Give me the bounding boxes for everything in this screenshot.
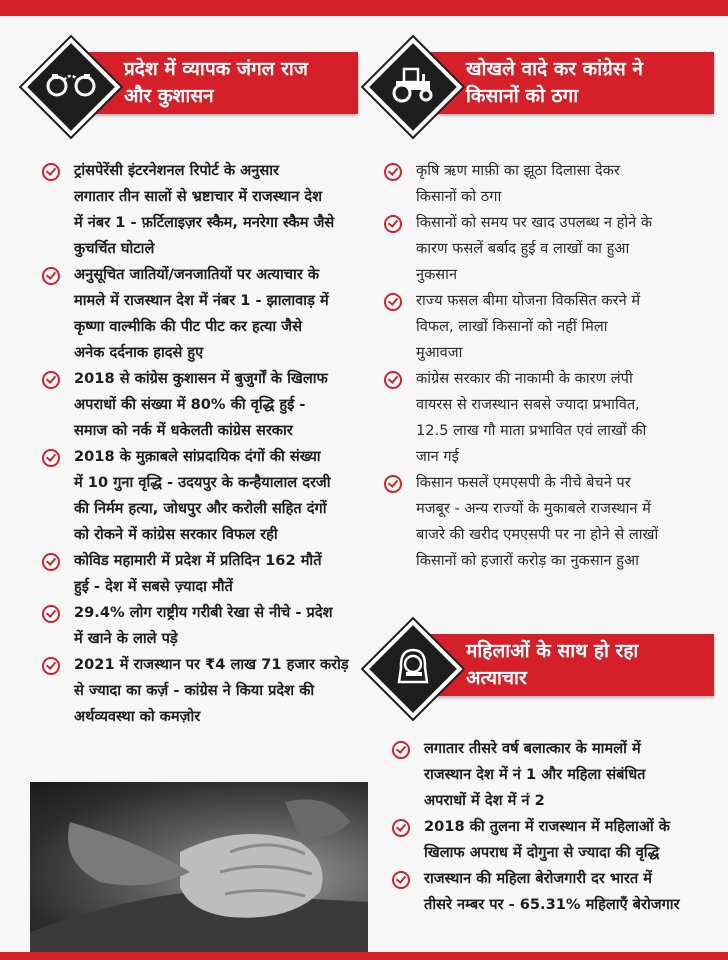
check-bullet-icon xyxy=(384,163,402,181)
section-title-line1: प्रदेश में व्यापक जंगल राज xyxy=(124,58,308,80)
section-header-women xyxy=(370,630,714,700)
check-bullet-icon xyxy=(42,163,60,181)
list-item: कांग्रेस सरकार की नाकामी के कारण लंपी वायरस से राजस्थान सबसे ज्यादा प्रभावित, 12.5 लाख गौ माता प्रभावित एवं लाखों की जान गई xyxy=(382,366,718,470)
women-bullet-list xyxy=(390,736,720,918)
list-item: लगातार तीसरे वर्ष बलात्कार के मामलों में राजस्थान देश में नं 1 और महिला संबंधित अपराधों में देश में नं 2 xyxy=(390,736,720,814)
list-item: कृषि ऋण माफ़ी का झूठा दिलासा देकर किसानों को ठगा xyxy=(382,158,718,210)
list-item: किसानों को समय पर खाद उपलब्ध न होने के कारण फसलें बर्बाद हुई व लाखों का हुआ नुकसान xyxy=(382,210,718,288)
section-title-line2: और कुशासन xyxy=(124,85,214,107)
section-title-line2: किसानों को ठगा xyxy=(466,85,579,107)
check-bullet-icon xyxy=(42,449,60,467)
list-item: 29.4% लोग राष्ट्रीय गरीबी रेखा से नीचे - प्रदेश में खाने के लाले पड़े xyxy=(40,600,372,652)
check-bullet-icon xyxy=(384,475,402,493)
check-bullet-icon xyxy=(392,741,410,759)
check-bullet-icon xyxy=(392,871,410,889)
list-item: कोविड महामारी में प्रदेश में प्रतिदिन 162 मौतें हुई - देश में सबसे ज़्यादा मौतें xyxy=(40,548,372,600)
list-item: 2018 के मुक़ाबले सांप्रदायिक दंगों की संख्या में 10 गुना वृद्धि - उदयपुर के कन्हैयालाल दरजी की निर्मम हत्या, जोधपुर और करोली सहित दंगों को रोकने में कांग्रेस सरकार विफल रही xyxy=(40,444,372,548)
governance-bullet-list xyxy=(40,158,372,730)
list-item: ट्रांसपेरेंसी इंटरनेशनल रिपोर्ट के अनुसार लगातार तीन सालों से भ्रष्टाचार में राजस्थान देश में नंबर 1 - फ़र्टिलाइज़र स्कैम, मनरेगा स्कैम जैसे कुचर्चित घोटाले xyxy=(40,158,372,262)
check-bullet-icon xyxy=(384,215,402,233)
check-bullet-icon xyxy=(42,267,60,285)
check-bullet-icon xyxy=(42,371,60,389)
section-title-line1: महिलाओं के साथ हो रहा xyxy=(466,640,639,662)
hands-illustration xyxy=(30,782,368,952)
check-bullet-icon xyxy=(384,293,402,311)
list-item: 2018 से कांग्रेस कुशासन में बुजुर्गों के खिलाफ अपराधों की संख्या में 80% की वृद्धि हुई - समाज को नर्क में धकेलती कांग्रेस सरकार xyxy=(40,366,372,444)
section-header-farmers xyxy=(370,48,714,118)
farmers-bullet-list xyxy=(382,158,718,574)
handcuffs-icon xyxy=(40,60,102,106)
check-bullet-icon xyxy=(42,553,60,571)
list-item: 2021 में राजस्थान पर ₹4 लाख 71 हजार करोड़ से ज्यादा का कर्ज़ - कांग्रेस ने किया प्रदेश की अर्थव्यवस्था को कमज़ोर xyxy=(40,652,372,730)
check-bullet-icon xyxy=(392,819,410,837)
section-title-line1: खोखले वादे कर कांग्रेस ने xyxy=(466,58,643,80)
list-item: राज्य फसल बीमा योजना विकसित करने में विफल, लाखों किसानों को नहीं मिला मुआवजा xyxy=(382,288,718,366)
list-item: अनुसूचित जातियों/जनजातियों पर अत्याचार के मामले में राजस्थान देश में नंबर 1 - झालावाड़ में कृष्णा वाल्मीकि की पीट पीट कर हत्या जैसे अनेक दर्दनाक हादसे हुए xyxy=(40,262,372,366)
woman-silenced-icon xyxy=(382,642,444,688)
check-bullet-icon xyxy=(384,371,402,389)
list-item: 2018 की तुलना में राजस्थान में महिलाओं के खिलाफ अपराध में दोगुना से ज्यादा की वृद्धि xyxy=(390,814,720,866)
top-accent-bar xyxy=(0,0,728,16)
bottom-accent-bar xyxy=(0,952,728,960)
list-item: किसान फसलें एमएसपी के नीचे बेचने पर मजबूर - अन्य राज्यों के मुकाबले राजस्थान में बाजरे की खरीद एमएसपी पर ना होने से लाखों किसानों को हजारों करोड़ का नुकसान हुआ xyxy=(382,470,718,574)
section-header-governance xyxy=(28,48,358,118)
tractor-icon xyxy=(382,60,444,106)
check-bullet-icon xyxy=(42,657,60,675)
section-title-line2: अत्याचार xyxy=(466,667,527,689)
clenched-hands-photo xyxy=(30,782,368,952)
check-bullet-icon xyxy=(42,605,60,623)
list-item: राजस्थान की महिला बेरोजगारी दर भारत में तीसरे नम्बर पर - 65.31% महिलाएँ बेरोजगार xyxy=(390,866,720,918)
